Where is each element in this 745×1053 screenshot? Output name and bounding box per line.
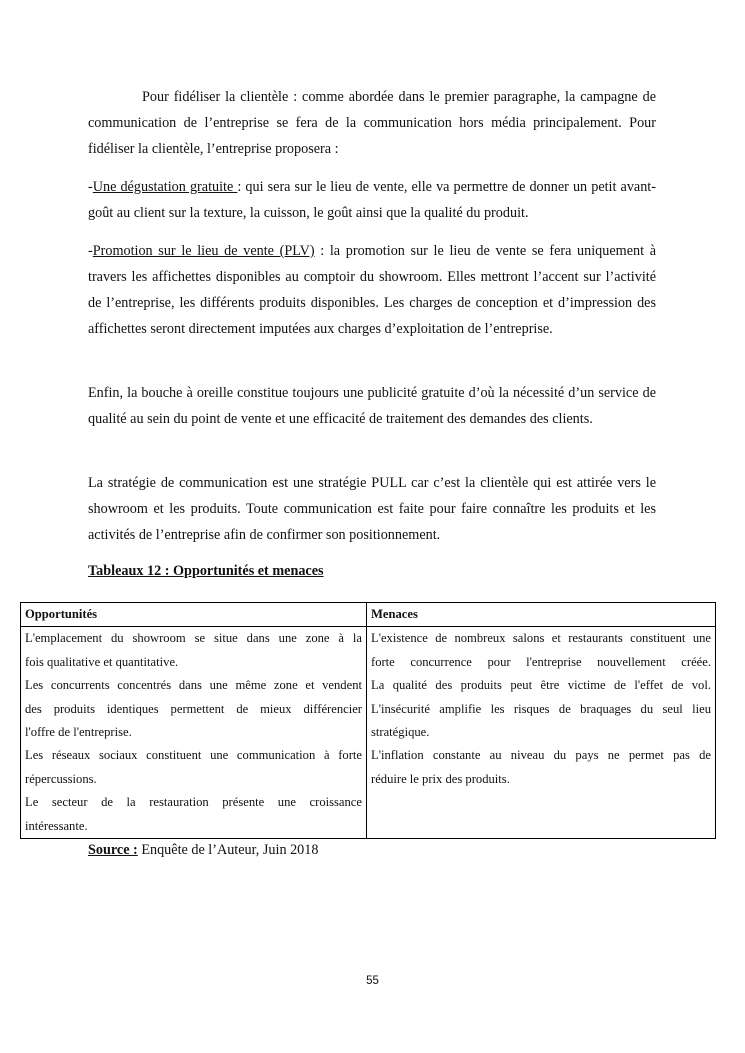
plv-text: : la promotion sur le lieu de vente se fera uniquement à travers les affichettes disponibles au comptoir du showroom. Elles mettront l’accent sur l’activité de l’entreprise, les différents produits disponibles. Les charges de conception et d’impression des affichettes seront directement imputées aux charges d’exploitation de l’entreprise. (88, 243, 656, 337)
table-header-row (21, 603, 716, 627)
page-number: 55 (366, 975, 379, 987)
paragraph-fidelisation: Pour fidéliser la clientèle : comme abordée dans le premier paragraphe, la campagne de communication de l’entreprise se fera de la communication hors média principalement. Pour fidéliser la clientèle, l’entreprise proposera : (88, 89, 656, 157)
list-item: Les réseaux sociaux constituent une communication à forte (25, 748, 362, 763)
bullet-dash: - (88, 179, 93, 195)
table-row (21, 627, 716, 839)
term-plv: Promotion sur le lieu de vente (PLV) (92, 243, 315, 259)
header-menaces: Menaces (367, 603, 716, 627)
opportunities-threats-table (20, 602, 716, 839)
bullet-dash: - (88, 243, 93, 259)
paragraph-plv (88, 238, 656, 342)
list-item: stratégique. (371, 725, 430, 740)
paragraph-strategie-pull: La stratégie de communication est une stratégie PULL car c’est la clientèle qui est attirée vers le showroom et les produits. Toute communication est faite pour faire connaître les produits et les activités de l’entreprise afin de confirmer son positionnement. (88, 475, 656, 543)
list-item: L'existence de nombreux salons et restaurants constituent une (371, 631, 711, 646)
list-item: L'emplacement du showroom se situe dans une zone à la (25, 631, 362, 646)
list-item: l'offre de l'entreprise. (25, 725, 132, 740)
source-label: Source : (88, 842, 138, 858)
paragraph-bouche-a-oreille: Enfin, la bouche à oreille constitue toujours une publicité gratuite d’où la nécessité d’un service de qualité au sein du point de vente et une efficacité de traitement des demandes des clients. (88, 385, 656, 427)
degustation-text: : qui sera sur le lieu de vente, elle va permettre de donner un petit avant-goût au client sur la texture, la cuisson, le goût ainsi que la qualité du produit. (88, 179, 656, 221)
list-item: réduire le prix des produits. (371, 771, 510, 786)
list-item: des produits identiques permettent de mieux différencier (25, 701, 362, 716)
list-item: fois qualitative et quantitative. (25, 654, 179, 669)
list-item: intéressante. (25, 818, 88, 833)
table-caption: Tableaux 12 : Opportunités et menaces (88, 563, 324, 579)
opportunities-cell (21, 627, 367, 839)
list-item: La qualité des produits peut être victime de l'effet de vol. (371, 678, 711, 693)
header-opportunites: Opportunités (21, 603, 367, 627)
source-text: Enquête de l’Auteur, Juin 2018 (137, 842, 319, 858)
list-item: Les concurrents concentrés dans une même zone et vendent (25, 678, 362, 693)
list-item: forte concurrence pour l'entreprise nouvellement créée. (371, 654, 711, 669)
term-degustation: Une dégustation gratuite (92, 179, 238, 195)
table-source (88, 842, 318, 859)
threats-cell (367, 627, 716, 839)
paragraph-degustation (88, 174, 656, 226)
list-item: L'insécurité amplifie les risques de braquages du seul lieu (371, 701, 711, 716)
list-item: répercussions. (25, 771, 97, 786)
list-item: Le secteur de la restauration présente une croissance (25, 795, 362, 810)
list-item: L'inflation constante au niveau du pays ne permet pas de (371, 748, 711, 763)
